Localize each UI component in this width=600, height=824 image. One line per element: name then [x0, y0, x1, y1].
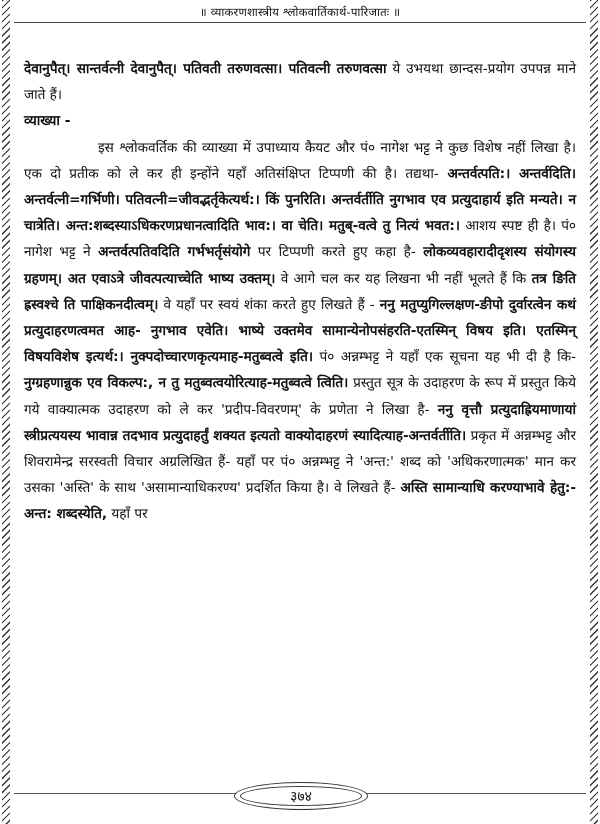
commentary-text: आशय स्पष्ट ही है। पं० नागेश भट्ट ने — [24, 218, 576, 261]
commentary-text: पं० अन्नम्भट्ट ने यहाँ एक सूचना यह भी दी है कि- — [312, 349, 576, 366]
commentary-quote: अन्तर्वत्पतिवदिति गर्भभर्तृसंयोगे — [98, 244, 251, 261]
commentary-text: प्रस्तुत सूत्र के उदाहरण के रूप में प्रस्तुत किये गये वाक्यात्मक उदाहरण को ले कर 'प्रदीप-विवरणम्' के प्रणेता ने लिखा है- — [24, 375, 576, 418]
commentary-text: यहाँ पर — [107, 506, 148, 523]
page-number-oval — [234, 782, 368, 810]
examples-bold: देवानुपैत्। सान्तर्वत्नी देवानुपैत्। पतिवती तरुणवत्सा। पतिवत्नी तरुणवत्सा — [24, 61, 387, 77]
paragraph-commentary — [24, 135, 576, 528]
commentary-text: इस श्लोकवर्तिक की व्याख्या में उपाध्याय कैयट और पं० नागेश भट्ट ने कुछ विशेष नहीं लिखा है। एक दो प्रतीक को ले कर ही इन्होंने यहाँ अतिसंक्षिप्त टिप्पणी की है। तद्यथा- — [24, 139, 576, 182]
commentary-quote: अस्ति सामान्याधि करण्याभावे हेतु:-अन्त: शब्दस्येति, — [24, 480, 576, 523]
left-decorative-border — [2, 0, 10, 824]
paragraph-examples — [24, 56, 576, 108]
commentary-quote: नुग्ग्रहणान्नुक एव विकल्प:, न तु मतुब्वत्वयोरित्याह-मतुब्वत्वे त्विति। — [24, 375, 349, 392]
commentary-text: वे यहाँ पर स्वयं शंका करते हुए लिखते हैं - — [158, 296, 380, 313]
section-heading: व्याख्या - — [24, 113, 71, 130]
running-header — [0, 5, 600, 20]
commentary-text: पर टिप्पणी करते हुए कहा है- — [250, 244, 424, 261]
commentary-quote: अन्तर्वत्पति:। अन्तर्वदिति। अन्तर्वत्नी=गर्भिणी। पतिवत्नी=जीवद्भर्तृकेत्यर्थ:। किं पुनरिति। अन्तर्वर्तीति नुगभाव एव प्रत्युदाहार्य इति मन्यते। न चात्रेति। अन्त:शब्दस्याऽधिकरणप्रधानत्वादिति भाव:। वा चेति। मतुब्-वत्वे तु नित्यं भवत:। — [24, 165, 576, 235]
page-number: ३७४ — [290, 788, 312, 805]
commentary-text: वे आगे चल कर यह लिखना भी नहीं भूलते हैं कि — [275, 270, 532, 287]
commentary-quote: ननु वृत्तौ प्रत्युदाह्रियमाणायां स्त्रीप्रत्ययस्य भावान्न तदभाव प्रत्युदाहर्तुं शक्यत इत्यतो वाक्योदाहरणं स्यादित्याह-अन्तर्वर्तीति। — [24, 401, 576, 444]
header-title: ॥ व्याकरणशास्त्रीय श्लोकवार्तिकार्थ-पारिजातः ॥ — [192, 5, 408, 19]
page-body — [24, 56, 576, 528]
header-rule — [14, 22, 586, 23]
examples-text: ये उभयथा छान्दस-प्रयोग उपपन्न माने जाते हैं। — [24, 61, 576, 104]
commentary-text: प्रकृत में अन्नम्भट्ट और शिवरामेन्द्र सरस्वती विचार अग्रलिखित हैं- यहाँ पर पं० अन्नम्भट्ट ने 'अन्त:' शब्द को 'अधिकरणात्मक' मान कर उसका 'अस्ति' के साथ 'असामान्याधिकरण्य' प्रदर्शित किया है। वे लिखते हैं- — [24, 427, 576, 497]
commentary-quote: लोकव्यवहारादीदृशस्य संयोगस्य ग्रहणम्। अत एवाऽत्रे जीवत्पत्याच्चेति भाष्य उक्तम्। — [24, 244, 576, 287]
commentary-quote: तत्र ङिति ह्रस्वश्चे ति पाक्षिकनदीत्वम्। — [24, 270, 577, 313]
right-decorative-border — [590, 0, 598, 824]
commentary-quote: ननु मतुप्युगिल्लक्षण-ङीपो दुर्वारत्वेन कथं प्रत्युदाहरणत्वमत आह- नुगभाव एवेति। भाष्ये उक्तमेव सामान्येनोपसंहरति-एतस्मिन् विषय इति। एतस्मिन् विषयविशेष इत्यर्थ:। नुक्पदोच्चारणकृत्यमाह-मतुब्वत्वे इति। — [24, 296, 576, 366]
